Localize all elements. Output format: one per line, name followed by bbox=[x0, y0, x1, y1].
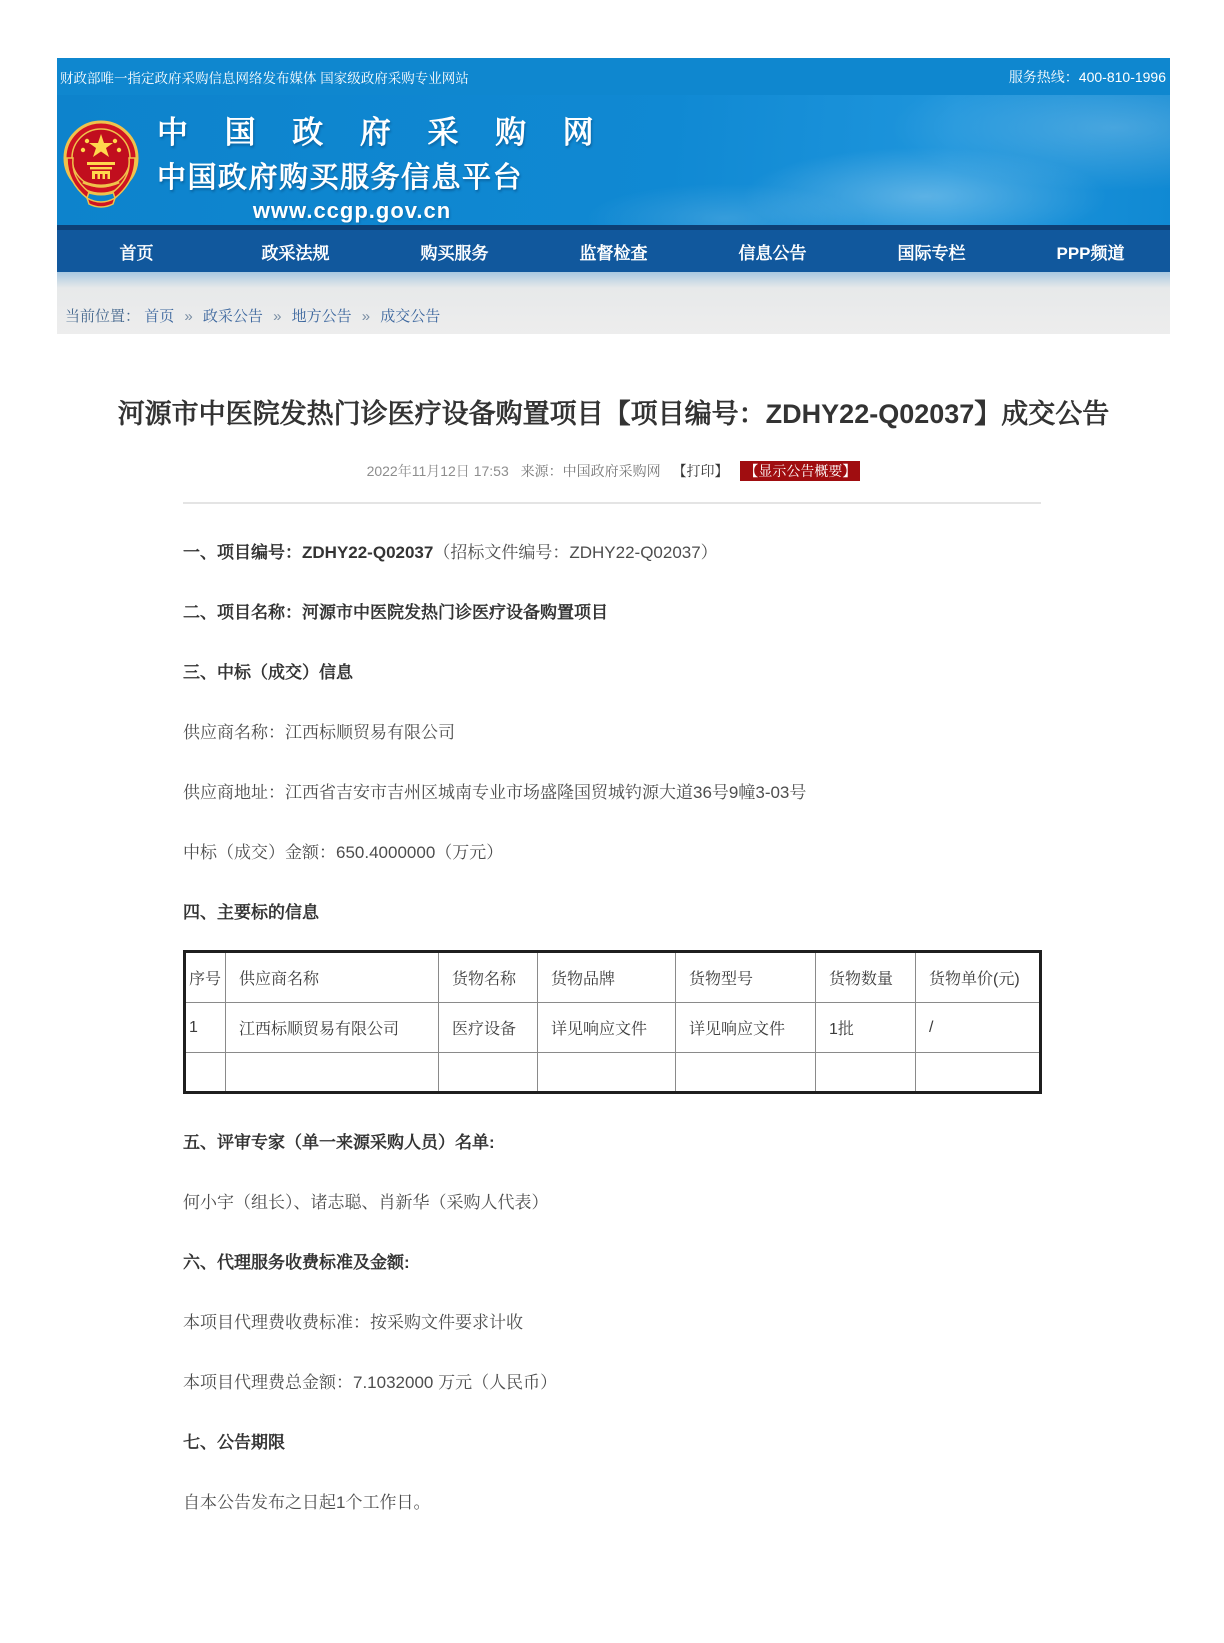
section-main-subject-heading: 四、主要标的信息 bbox=[183, 903, 319, 922]
col-goods-brand: 货物品牌 bbox=[538, 952, 676, 1003]
experts-list: 何小宇（组长）、诸志聪、肖新华（采购人代表） bbox=[183, 1193, 549, 1212]
main-nav bbox=[57, 225, 1170, 272]
cell-goods-qty: 1批 bbox=[816, 1003, 916, 1053]
breadcrumb-award-notices[interactable]: 成交公告 bbox=[380, 308, 441, 325]
article-body bbox=[183, 542, 1043, 1514]
cell-empty bbox=[439, 1053, 538, 1093]
breadcrumb-local-notices[interactable]: 地方公告 bbox=[291, 308, 352, 325]
banner-text-block bbox=[157, 107, 608, 224]
site-container bbox=[57, 58, 1170, 1514]
cell-goods-model: 详见响应文件 bbox=[676, 1003, 816, 1053]
goods-table bbox=[183, 950, 1042, 1094]
award-amount: 中标（成交）金额：650.4000000（万元） bbox=[183, 843, 504, 862]
table-row bbox=[185, 1003, 1041, 1053]
top-bar bbox=[57, 58, 1170, 95]
cell-goods-unit-price: / bbox=[916, 1003, 1041, 1053]
goods-table-header-row bbox=[185, 952, 1041, 1003]
breadcrumb bbox=[57, 272, 1170, 334]
cell-empty bbox=[226, 1053, 439, 1093]
cell-goods-brand: 详见响应文件 bbox=[538, 1003, 676, 1053]
section-project-name: 二、项目名称：河源市中医院发热门诊医疗设备购置项目 bbox=[183, 603, 608, 622]
col-supplier: 供应商名称 bbox=[226, 952, 439, 1003]
col-goods-name: 货物名称 bbox=[439, 952, 538, 1003]
breadcrumb-separator: » bbox=[273, 308, 282, 325]
cell-empty bbox=[916, 1053, 1041, 1093]
breadcrumb-separator: » bbox=[361, 308, 371, 325]
supplier-name: 供应商名称：江西标顺贸易有限公司 bbox=[183, 723, 455, 742]
nav-item-home[interactable]: 首页 bbox=[119, 243, 154, 263]
cell-empty bbox=[676, 1053, 816, 1093]
national-emblem-icon bbox=[63, 108, 139, 215]
publish-date: 2022年11月12日 17:53 bbox=[366, 463, 509, 479]
cell-goods-name: 医疗设备 bbox=[439, 1003, 538, 1053]
table-row-empty bbox=[185, 1053, 1041, 1093]
goods-table-container bbox=[183, 950, 1043, 1094]
cell-empty bbox=[538, 1053, 676, 1093]
nav-item-purchase-services[interactable]: 购买服务 bbox=[420, 243, 489, 263]
nav-item-ppp-channel[interactable]: PPP频道 bbox=[1056, 243, 1125, 263]
nav-item-regulations[interactable]: 政采法规 bbox=[261, 243, 330, 263]
bid-doc-number: （招标文件编号：ZDHY22-Q02037） bbox=[433, 543, 718, 562]
agency-fee-total: 本项目代理费总金额：7.1032000 万元（人民币） bbox=[183, 1373, 558, 1392]
col-goods-unit-price: 货物单价(元) bbox=[916, 952, 1041, 1003]
supplier-address: 供应商地址：江西省吉安市吉州区城南专业市场盛隆国贸城钓源大道36号9幢3-03号 bbox=[183, 783, 807, 802]
section-award-info-heading: 三、中标（成交）信息 bbox=[183, 663, 353, 682]
cell-empty bbox=[816, 1053, 916, 1093]
col-goods-model: 货物型号 bbox=[676, 952, 816, 1003]
section-experts-heading: 五、评审专家（单一来源采购人员）名单: bbox=[183, 1133, 495, 1152]
cell-serial: 1 bbox=[185, 1003, 226, 1053]
breadcrumb-home[interactable]: 首页 bbox=[144, 308, 175, 325]
site-banner bbox=[57, 95, 1170, 225]
col-serial: 序号 bbox=[185, 952, 226, 1003]
divider bbox=[183, 502, 1041, 504]
show-summary-button[interactable]: 【显示公告概要】 bbox=[740, 461, 860, 481]
cell-empty bbox=[185, 1053, 226, 1093]
breadcrumb-procurement-notices[interactable]: 政采公告 bbox=[202, 308, 263, 325]
section-notice-period-heading: 七、公告期限 bbox=[183, 1433, 285, 1452]
article-meta bbox=[57, 461, 1170, 481]
cell-supplier: 江西标顺贸易有限公司 bbox=[226, 1003, 439, 1053]
section-project-number bbox=[183, 542, 1043, 564]
project-number-bold: 一、项目编号：ZDHY22-Q02037 bbox=[183, 543, 434, 562]
notice-period: 自本公告发布之日起1个工作日。 bbox=[183, 1493, 431, 1512]
article-source: 来源：中国政府采购网 bbox=[520, 463, 661, 479]
service-hotline: 服务热线：400-810-1996 bbox=[1008, 68, 1166, 85]
breadcrumb-separator: » bbox=[184, 308, 193, 325]
site-url: www.ccgp.gov.cn bbox=[252, 198, 452, 223]
site-slogan: 财政部唯一指定政府采购信息网络发布媒体 国家级政府采购专业网站 bbox=[60, 70, 469, 86]
site-subtitle: 中国政府购买服务信息平台 bbox=[157, 162, 524, 194]
page-title: 河源市中医院发热门诊医疗设备购置项目【项目编号：ZDHY22-Q02037】成交公告 bbox=[117, 399, 1110, 429]
col-goods-qty: 货物数量 bbox=[816, 952, 916, 1003]
breadcrumb-label: 当前位置： bbox=[65, 308, 141, 325]
nav-item-supervision[interactable]: 监督检查 bbox=[579, 243, 648, 263]
nav-item-international[interactable]: 国际专栏 bbox=[897, 243, 966, 263]
print-button[interactable]: 【打印】 bbox=[672, 463, 729, 479]
agency-fee-standard: 本项目代理费收费标准：按采购文件要求计收 bbox=[183, 1313, 523, 1332]
site-name: 中 国 政 府 采 购 网 bbox=[157, 115, 608, 150]
nav-item-announcements[interactable]: 信息公告 bbox=[738, 243, 807, 263]
section-agency-fee-heading: 六、代理服务收费标准及金额: bbox=[183, 1253, 410, 1272]
